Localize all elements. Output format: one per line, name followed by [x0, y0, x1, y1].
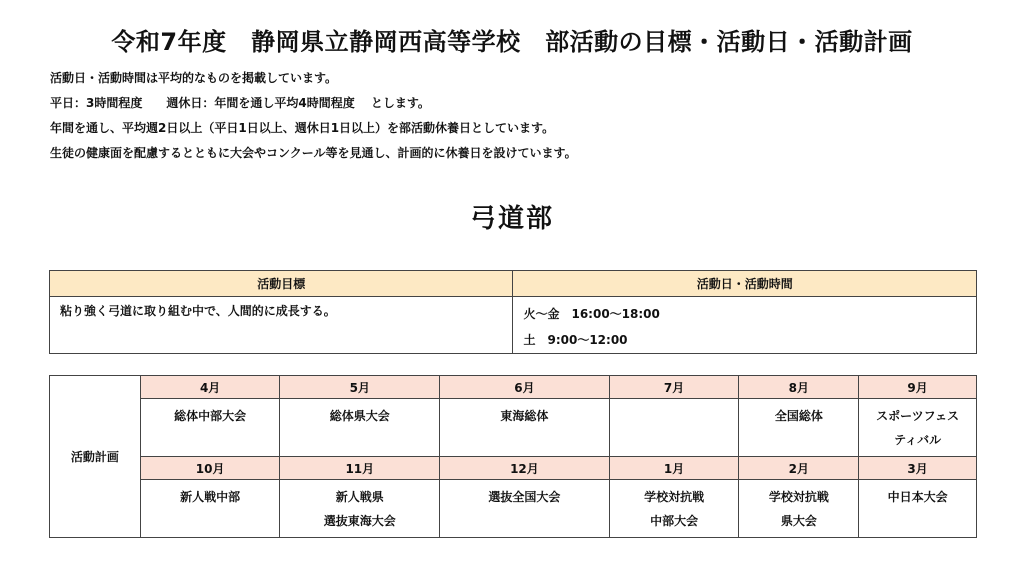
event-text: 全国総体 — [774, 409, 823, 423]
month-header: 8月 — [739, 376, 859, 399]
month-header: 4月 — [140, 376, 280, 399]
month-header: 7月 — [609, 376, 739, 399]
event-cell — [440, 480, 610, 538]
notes — [50, 70, 577, 170]
event-cell — [609, 399, 739, 457]
note-line: 平日：3時間程度 週休日：年間を通し平均4時間程度 とします。 — [50, 96, 430, 110]
time-header: 活動日・活動時間 — [513, 271, 977, 297]
month-header: 10月 — [140, 457, 280, 480]
event-cell — [280, 399, 440, 457]
page-title: 令和7年度 静岡県立静岡西高等学校 部活動の目標・活動日・活動計画 — [111, 28, 913, 56]
note-line: 活動日・活動時間は平均的なものを掲載しています。 — [50, 71, 338, 85]
event-cell — [609, 480, 739, 538]
note-line: 生徒の健康面を配慮するとともに大会やコンクール等を見通し、計画的に休養日を設けています。 — [50, 146, 577, 160]
event-text: 選抜全国大会 — [488, 490, 561, 504]
event-text: ティバル — [894, 433, 942, 447]
event-cell — [440, 399, 610, 457]
month-header: 6月 — [440, 376, 610, 399]
event-cell — [280, 480, 440, 538]
event-text: 選抜東海大会 — [323, 514, 396, 528]
event-cell — [739, 480, 859, 538]
goal-cell — [50, 297, 513, 354]
event-text: 県大会 — [780, 514, 817, 528]
month-header: 3月 — [859, 457, 977, 480]
event-text: 中日本大会 — [887, 490, 948, 504]
month-header: 12月 — [440, 457, 610, 480]
month-header: 11月 — [280, 457, 440, 480]
event-text: 新人戦中部 — [180, 490, 241, 504]
goal-text: 粘り強く弓道に取り組む中で、人間的に成長する。 — [60, 304, 336, 318]
event-cell — [739, 399, 859, 457]
event-text: 新人戦県 — [335, 490, 384, 504]
month-header: 9月 — [859, 376, 977, 399]
month-header: 2月 — [739, 457, 859, 480]
time-line: 土 9:00～12:00 — [523, 333, 628, 347]
event-text: 学校対抗戦 — [768, 490, 829, 504]
month-header: 1月 — [609, 457, 739, 480]
month-header: 5月 — [280, 376, 440, 399]
event-text: 総体中部大会 — [174, 409, 247, 423]
goal-header: 活動目標 — [50, 271, 513, 297]
time-cell — [513, 297, 977, 354]
event-cell — [140, 480, 280, 538]
event-cell — [140, 399, 280, 457]
goal-table — [49, 270, 977, 354]
club-name: 弓道部 — [469, 204, 554, 234]
event-text: スポーツフェス — [876, 409, 960, 423]
plan-table — [49, 375, 977, 538]
event-text: 学校対抗戦 — [644, 490, 705, 504]
event-text: 東海総体 — [500, 409, 549, 423]
note-line: 年間を通し、平均週2日以上（平日1日以上、週休日1日以上）を部活動休養日としています。 — [50, 121, 555, 135]
event-text: 総体県大会 — [329, 409, 390, 423]
event-cell — [859, 480, 977, 538]
event-text: 中部大会 — [650, 514, 699, 528]
event-cell — [859, 399, 977, 457]
time-line: 火～金 16:00～18:00 — [523, 307, 660, 321]
plan-label: 活動計画 — [50, 376, 141, 538]
